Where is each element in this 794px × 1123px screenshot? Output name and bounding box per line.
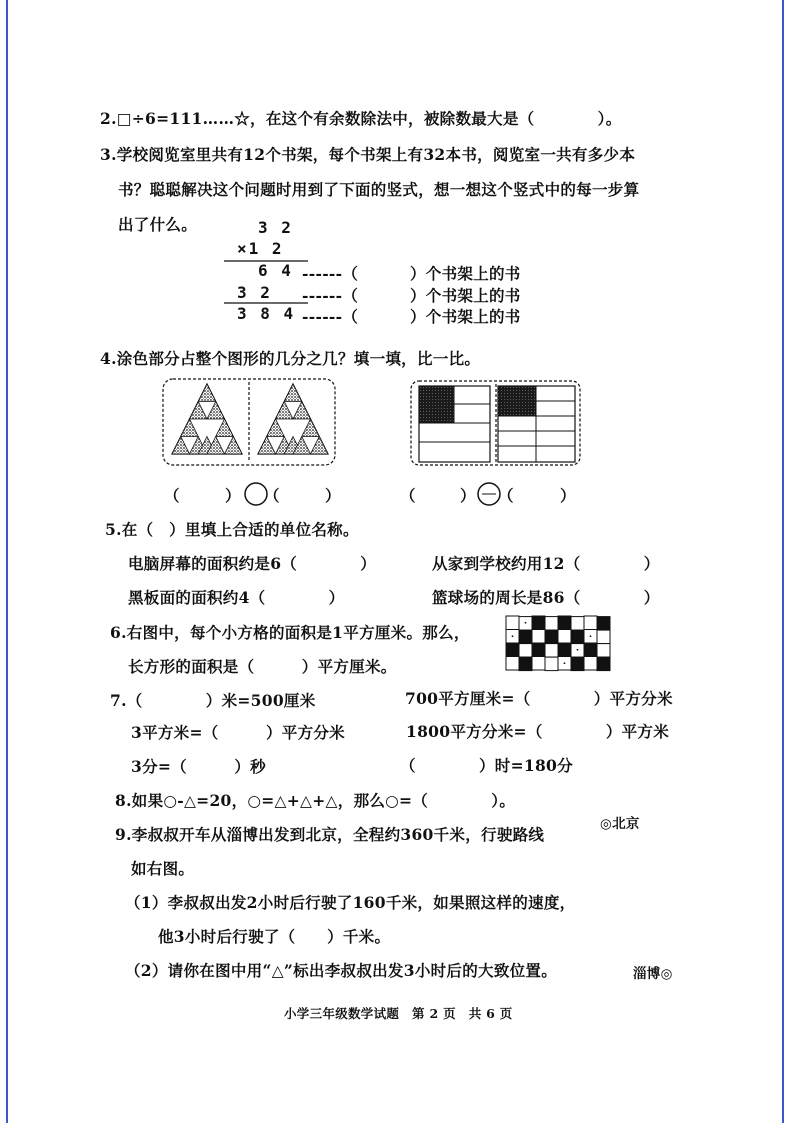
dash-2: ------（ bbox=[302, 286, 359, 305]
question-9-line2: 如右图。 bbox=[131, 859, 195, 878]
q5-c[interactable]: 黑板面的面积约4（ ） bbox=[128, 588, 345, 607]
question-6-line1: 6.右图中，每个小方格的面积是1平方厘米。那么， bbox=[110, 623, 470, 642]
grid-cell bbox=[597, 644, 610, 658]
grid-dot bbox=[512, 635, 514, 637]
grid-cell bbox=[545, 644, 558, 658]
grid-dot bbox=[577, 649, 579, 651]
map-label-zibo: 淄博◎ bbox=[633, 966, 673, 982]
grid-cell bbox=[558, 630, 571, 644]
map-label-beijing: ◎北京 bbox=[600, 816, 640, 832]
question-6-line2[interactable]: 长方形的面积是（ ）平方厘米。 bbox=[128, 657, 397, 676]
question-4-title: 4.涂色部分占整个图形的几分之几？填一填，比一比。 bbox=[100, 349, 481, 368]
grid-cell bbox=[545, 657, 558, 671]
dash-3: ------（ bbox=[302, 307, 359, 326]
q5-a[interactable]: 电脑屏幕的面积约是6（ ） bbox=[128, 554, 377, 573]
q4-blank-4-open[interactable]: （ bbox=[498, 486, 514, 505]
grid-cell bbox=[519, 644, 532, 658]
q4-blank-1-open[interactable]: （ bbox=[164, 486, 180, 505]
rectangle-figures bbox=[410, 380, 582, 468]
q4-blank-2-open[interactable]: （ bbox=[264, 486, 280, 505]
q4-blank-2-close[interactable]: ） bbox=[325, 486, 341, 505]
blank-1[interactable]: ）个书架上的书 bbox=[410, 264, 521, 283]
vertical-row-5: 3 8 4 bbox=[237, 304, 296, 323]
question-3-line3: 出了什么。 bbox=[118, 215, 198, 234]
grid-cell-shaded bbox=[558, 616, 571, 630]
question-8[interactable]: 8.如果○-△=20，○=△+△+△，那么○=（ ）。 bbox=[115, 791, 516, 810]
question-9-sub1a: （1）李叔叔出发2小时后行驶了160千米，如果照这样的速度， bbox=[125, 893, 576, 912]
question-9-sub1b[interactable]: 他3小时后行驶了（ ）千米。 bbox=[158, 927, 391, 946]
q7-a[interactable]: 7.（ ）米=500厘米 bbox=[110, 691, 316, 710]
grid-cell-shaded bbox=[506, 643, 519, 657]
grid-dot bbox=[590, 635, 592, 637]
q7-f[interactable]: （ ）时=180分 bbox=[400, 756, 573, 775]
q7-c[interactable]: 3平方米=（ ）平方分米 bbox=[131, 723, 345, 742]
grid-dot bbox=[564, 662, 566, 664]
grid-cell-shaded bbox=[532, 643, 545, 657]
grid-cell-shaded bbox=[558, 643, 571, 657]
q5-b[interactable]: 从家到学校约用12（ ） bbox=[432, 554, 660, 573]
vertical-row-4: 3 2 bbox=[237, 283, 272, 302]
grid-cell bbox=[584, 616, 597, 630]
q7-b[interactable]: 700平方厘米=（ ）平方分米 bbox=[405, 689, 673, 708]
grid-cell bbox=[545, 617, 558, 631]
vertical-row-2: ×1 2 bbox=[237, 239, 284, 258]
grid-cell bbox=[506, 657, 519, 671]
grid-cell bbox=[532, 630, 545, 644]
q7-d[interactable]: 1800平方分米=（ ）平方米 bbox=[406, 722, 670, 741]
dash-1: ------（ bbox=[302, 264, 359, 283]
grid-cell-shaded bbox=[519, 630, 532, 644]
q5-d[interactable]: 篮球场的周长是86（ ） bbox=[432, 588, 660, 607]
grid-cell-shaded bbox=[584, 643, 597, 657]
question-9-line1: 9.李叔叔开车从淄博出发到北京，全程约360千米，行驶路线 bbox=[115, 825, 545, 844]
blank-2[interactable]: ）个书架上的书 bbox=[410, 286, 521, 305]
grid-cell bbox=[506, 616, 519, 630]
q4-blank-1-close[interactable]: ） bbox=[225, 486, 241, 505]
grid-cell-shaded bbox=[571, 657, 584, 671]
blank-3[interactable]: ）个书架上的书 bbox=[410, 307, 521, 326]
question-3-line2: 书？聪聪解决这个问题时用到了下面的竖式，想一想这个竖式中的每一步算 bbox=[118, 180, 640, 199]
grid-cell bbox=[532, 657, 545, 671]
grid-cell-shaded bbox=[545, 630, 558, 644]
question-2: 2.□÷6=111……☆，在这个有余数除法中，被除数最大是（ ）。 bbox=[100, 109, 622, 128]
grid-cell-shaded bbox=[597, 617, 610, 631]
q4-blank-3-open[interactable]: （ bbox=[400, 486, 416, 505]
question-5-title: 5.在（ ）里填上合适的单位名称。 bbox=[105, 520, 359, 539]
grid-cell bbox=[584, 657, 597, 671]
q4-blank-4-close[interactable]: ） bbox=[560, 486, 576, 505]
q4-blank-3-close[interactable]: ） bbox=[460, 486, 476, 505]
grid-cell-shaded bbox=[597, 657, 610, 671]
grid-cell-shaded bbox=[519, 657, 532, 671]
question-9-sub2: （2）请你在图中用“△”标出李叔叔出发3小时后的大致位置。 bbox=[125, 961, 558, 980]
grid-cell bbox=[597, 630, 610, 644]
vertical-row-3: 6 4 bbox=[258, 261, 293, 280]
q7-e[interactable]: 3分=（ ）秒 bbox=[131, 757, 266, 776]
left-margin-line bbox=[6, 0, 8, 1123]
grid-cell-shaded bbox=[571, 630, 584, 644]
grid-cell bbox=[571, 617, 584, 631]
q6-grid-figure bbox=[505, 614, 613, 676]
triangle-figures bbox=[162, 378, 338, 468]
grid-dot bbox=[525, 622, 527, 624]
right-margin-line bbox=[782, 0, 784, 1123]
page-footer: 小学三年级数学试题 第 2 页 共 6 页 bbox=[284, 1006, 513, 1021]
question-3-line1: 3.学校阅览室里共有12个书架，每个书架上有32本书，阅览室一共有多少本 bbox=[100, 145, 636, 164]
vertical-row-1: 3 2 bbox=[258, 218, 293, 237]
grid-cell-shaded bbox=[532, 616, 545, 630]
